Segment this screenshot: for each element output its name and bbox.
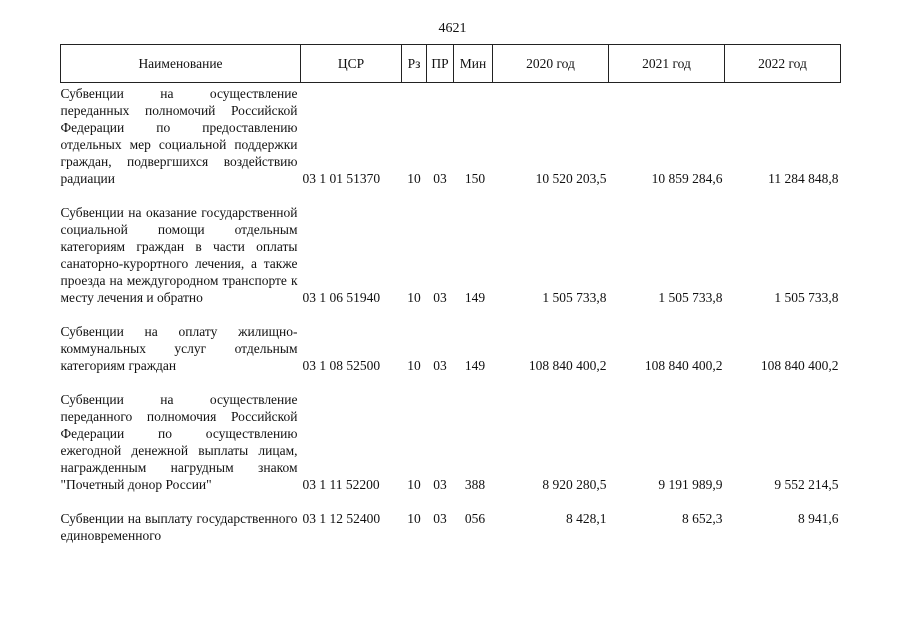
row-csr: 03 1 01 51370: [302, 171, 381, 186]
row-csr: 03 1 11 52200: [302, 477, 380, 492]
row-min: 056: [464, 511, 486, 526]
header-csr: ЦСР: [301, 45, 402, 83]
row-amount-2022: 9 552 214,5: [774, 477, 839, 492]
header-name: Наименование: [61, 45, 301, 83]
row-amount-2020: 1 505 733,8: [542, 290, 607, 305]
row-min: 150: [464, 171, 486, 186]
row-amount-2021: 1 505 733,8: [658, 290, 723, 305]
row-pr: 03: [433, 171, 447, 186]
row-amount-2021: 108 840 400,2: [644, 358, 723, 373]
row-amount-2021: 8 652,3: [682, 511, 723, 526]
row-amount-2022: 108 840 400,2: [760, 358, 839, 373]
table-row: [61, 510, 841, 544]
row-rz: 10: [407, 477, 421, 492]
row-min: 149: [464, 358, 486, 373]
row-rz: 10: [407, 358, 421, 373]
header-pr: ПР: [427, 45, 454, 83]
row-gap: [61, 493, 841, 510]
row-amount-2022: 1 505 733,8: [774, 290, 839, 305]
row-csr: 03 1 12 52400: [302, 511, 381, 526]
page-number: 4621: [438, 21, 467, 36]
row-pr: 03: [433, 477, 447, 492]
row-amount-2022: 11 284 848,8: [768, 171, 839, 186]
row-amount-2020: 10 520 203,5: [535, 171, 607, 186]
row-rz: 10: [407, 171, 421, 186]
row-name: Субвенции на осуществление переданных полномочий Российской Федерации по предоставлению отдельных мер социальной поддержки граждан, подвергшихся воздействию радиации: [60, 86, 298, 186]
table-row: [61, 323, 841, 374]
row-amount-2022: 8 941,6: [798, 511, 839, 526]
header-2022: 2022 год: [725, 45, 841, 83]
table-row: [61, 204, 841, 306]
row-gap: [61, 374, 841, 391]
row-amount-2020: 8 920 280,5: [542, 477, 607, 492]
row-pr: 03: [433, 358, 447, 373]
table-body: [61, 83, 841, 545]
row-csr: 03 1 08 52500: [302, 358, 381, 373]
row-name: Субвенции на оплату жилищно-коммунальных услуг отдельным категориям граждан: [60, 324, 298, 373]
row-pr: 03: [433, 511, 447, 526]
header-2020: 2020 год: [493, 45, 609, 83]
row-amount-2020: 108 840 400,2: [528, 358, 607, 373]
row-min: 149: [464, 290, 486, 305]
row-rz: 10: [407, 511, 421, 526]
header-2021: 2021 год: [609, 45, 725, 83]
row-min: 388: [464, 477, 486, 492]
row-name: Субвенции на осуществление переданного полномочия Российской Федерации по осуществлению ежегодной денежной выплаты лицам, награжденным нагрудным знаком "Почетный донор России": [60, 392, 298, 492]
row-amount-2021: 10 859 284,6: [651, 171, 723, 186]
row-gap: [61, 187, 841, 204]
header-rz: Рз: [402, 45, 427, 83]
header-min: Мин: [454, 45, 493, 83]
row-amount-2021: 9 191 989,9: [658, 477, 723, 492]
table-header: [61, 45, 841, 83]
row-pr: 03: [433, 290, 447, 305]
row-csr: 03 1 06 51940: [302, 290, 381, 305]
row-name: Субвенции на оказание государственной социальной помощи отдельным категориям граждан в части оплаты санаторно-курортного лечения, а также проезда на междугородном транспорте к месту лечения и обратно: [60, 205, 298, 305]
row-rz: 10: [407, 290, 421, 305]
table-row: [61, 391, 841, 493]
row-name: Субвенции на выплату государственного единовременного: [60, 511, 298, 543]
row-gap: [61, 306, 841, 323]
row-amount-2020: 8 428,1: [566, 511, 607, 526]
budget-table: [60, 44, 841, 544]
table-row: [61, 83, 841, 188]
